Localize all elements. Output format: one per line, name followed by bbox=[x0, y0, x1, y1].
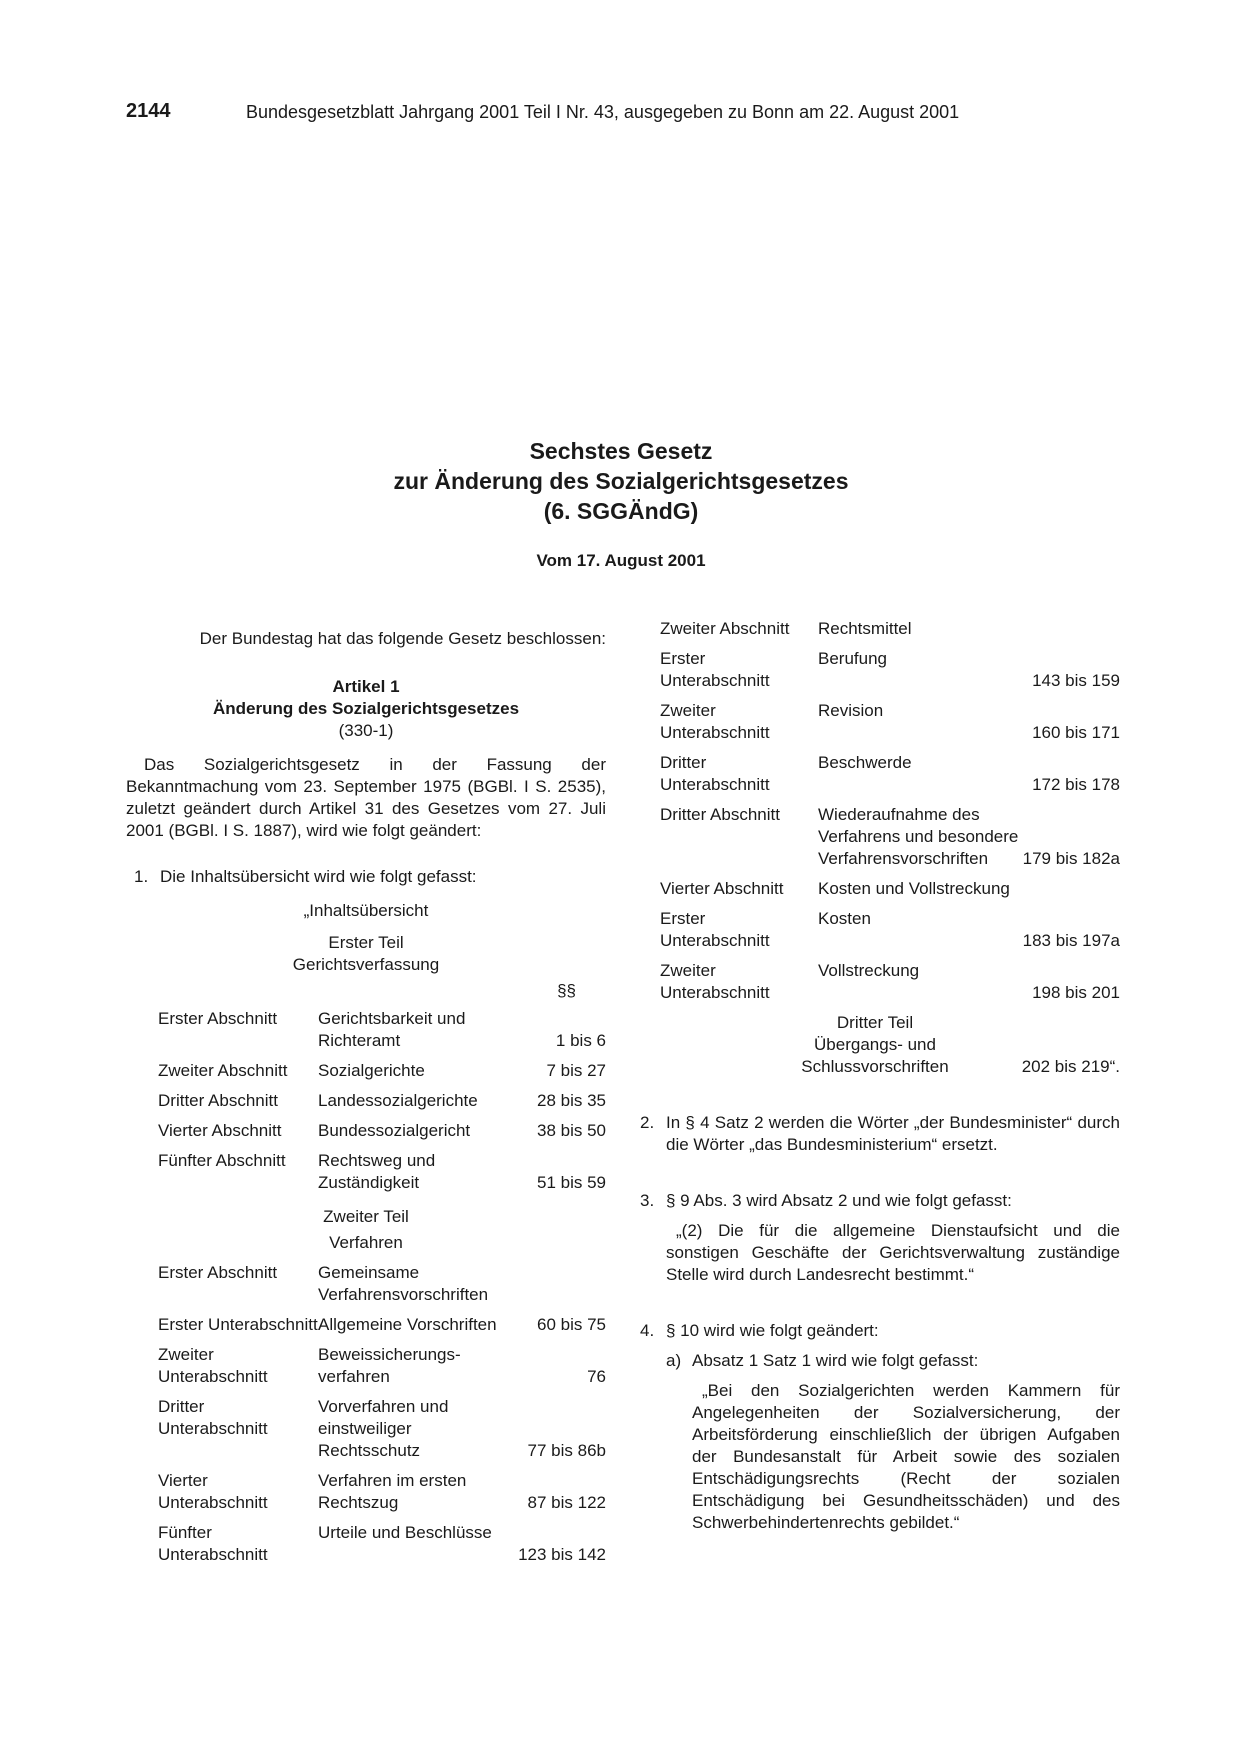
toc-section: Fünfter Unterabschnitt bbox=[158, 1523, 268, 1564]
toc-row bbox=[126, 1150, 606, 1202]
article-label: Artikel 1 bbox=[332, 677, 400, 696]
sub-item-a bbox=[666, 1350, 1120, 1372]
toc-section-title: Beweissicherungs-verfahren bbox=[318, 1345, 461, 1386]
toc-section: Dritter Abschnitt bbox=[158, 1091, 278, 1110]
toc-section: Zweiter Abschnitt bbox=[158, 1061, 288, 1080]
toc-paragraph-range bbox=[1020, 878, 1120, 908]
toc-row bbox=[126, 1120, 606, 1150]
toc-paragraph-range: 1 bis 6 bbox=[555, 1031, 606, 1050]
item-number: 3. bbox=[640, 1191, 655, 1210]
toc-row bbox=[126, 1470, 606, 1522]
toc-section: Erster Abschnitt bbox=[158, 1009, 278, 1028]
toc-section-title: Rechtsmittel bbox=[818, 619, 912, 638]
toc-section: Zweiter Unterabschnitt bbox=[660, 701, 770, 742]
toc-section-title: Rechtsweg und Zuständigkeit bbox=[318, 1151, 436, 1192]
item-4a-quote: „Bei den Sozialgerichten werden Kammern für Angelegenheiten der Sozialversicherung, der Arbeitsförderung einschließlich der übrigen Aufgaben der Bundesanstalt für Arbeit sowie des sozialen Entschädigungsrechts (Recht der sozialen Entschädigung bei Gesundheitsschäden) und des Schwerbehindertenrechts gebildet.“ bbox=[692, 1381, 1120, 1532]
amendment-item-3 bbox=[640, 1190, 1120, 1212]
toc-row bbox=[640, 908, 1120, 960]
part-3-title-1: Übergangs- und bbox=[814, 1035, 936, 1054]
part-1-title: Gerichtsverfassung bbox=[292, 955, 440, 974]
amendment-item-1 bbox=[126, 866, 606, 888]
toc-paragraph-range: 77 bis 86b bbox=[527, 1441, 606, 1460]
article-reference: (330-1) bbox=[338, 721, 394, 740]
toc-continued-table bbox=[640, 618, 1120, 1012]
toc-section: Vierter Abschnitt bbox=[660, 879, 784, 898]
toc-row bbox=[126, 1522, 606, 1574]
toc-row bbox=[640, 878, 1120, 908]
page-header bbox=[126, 100, 1120, 130]
article-title: Änderung des Sozialgerichtsgesetzes bbox=[212, 699, 520, 718]
left-column bbox=[126, 618, 606, 1574]
toc-paragraph-range: 183 bis 197a bbox=[1022, 931, 1120, 950]
toc-paragraph-range: 160 bis 171 bbox=[1032, 723, 1120, 742]
toc-row bbox=[126, 1060, 606, 1090]
toc-paragraph-range: 7 bis 27 bbox=[546, 1061, 606, 1080]
toc-paragraph-range: 172 bis 178 bbox=[1032, 775, 1120, 794]
toc-section: Dritter Abschnitt bbox=[660, 805, 780, 824]
toc-section-title: Kosten und Vollstreckung bbox=[818, 879, 1010, 898]
toc-section-title: Gerichtsbarkeit und Richteramt bbox=[318, 1009, 466, 1050]
toc-section: Vierter Unterabschnitt bbox=[158, 1471, 268, 1512]
toc-section-title: Verfahren im ersten Rechtszug bbox=[318, 1471, 467, 1512]
part-1-label: Erster Teil bbox=[328, 933, 404, 952]
part-3-label: Dritter Teil bbox=[836, 1013, 914, 1032]
toc-row bbox=[640, 752, 1120, 804]
sub-item-text: Absatz 1 Satz 1 wird wie folgt gefasst: bbox=[692, 1351, 979, 1370]
toc-section: Zweiter Unterabschnitt bbox=[158, 1345, 268, 1386]
running-title: Bundesgesetzblatt Jahrgang 2001 Teil I Nr. 43, ausgegeben zu Bonn am 22. August 2001 bbox=[246, 102, 960, 122]
toc-section: Vierter Abschnitt bbox=[158, 1121, 282, 1140]
toc-section: Zweiter Abschnitt bbox=[660, 619, 790, 638]
toc-paragraph-range: 60 bis 75 bbox=[537, 1315, 606, 1334]
toc-paragraph-range: 51 bis 59 bbox=[537, 1173, 606, 1192]
toc-section-title: Berufung bbox=[818, 649, 887, 668]
right-column bbox=[640, 618, 1120, 1534]
toc-section-title: Allgemeine Vorschriften bbox=[318, 1315, 497, 1334]
toc-section: Erster Unterabschnitt bbox=[660, 649, 770, 690]
paragraph-symbol: §§ bbox=[557, 981, 576, 1000]
toc-section-title: Vollstreckung bbox=[818, 961, 920, 980]
toc-section-title: Urteile und Beschlüsse bbox=[318, 1523, 492, 1542]
toc-row bbox=[640, 618, 1120, 648]
toc-title: „Inhaltsübersicht bbox=[303, 901, 429, 920]
part-3-range: 202 bis 219“. bbox=[1021, 1057, 1120, 1076]
toc-row bbox=[640, 960, 1120, 1012]
toc-part-1-table bbox=[126, 1008, 606, 1202]
item-3-quote: „(2) Die für die allgemeine Dienstaufsicht und die sonstigen Geschäfte der Gerichtsverwaltung zuständige Stelle wird durch Landesrecht bestimmt.“ bbox=[666, 1221, 1120, 1284]
title-line-3: (6. SGGÄndG) bbox=[543, 498, 699, 524]
toc-section-title: Gemeinsame Verfahrensvorschriften bbox=[318, 1263, 489, 1304]
item-text: § 9 Abs. 3 wird Absatz 2 und wie folgt gefasst: bbox=[666, 1191, 1012, 1210]
toc-paragraph-range bbox=[514, 1262, 606, 1314]
item-text: In § 4 Satz 2 werden die Wörter „der Bundesminister“ durch die Wörter „das Bundesministerium“ ersetzt. bbox=[666, 1113, 1120, 1154]
item-number: 2. bbox=[640, 1113, 655, 1132]
article-body: Das Sozialgerichtsgesetz in der Fassung der Bekanntmachung vom 23. September 1975 (BGBl. I S. 2535), zuletzt geändert durch Artikel 31 des Gesetzes vom 27. Juli 2001 (BGBl. I S. 1887), wird wie folgt geändert: bbox=[126, 755, 606, 840]
toc-section-title: Landessozialgerichte bbox=[318, 1091, 478, 1110]
toc-row bbox=[126, 1008, 606, 1060]
toc-row bbox=[640, 648, 1120, 700]
item-4a-block bbox=[640, 1350, 1120, 1534]
law-title bbox=[336, 436, 906, 526]
toc-paragraph-range: 76 bbox=[587, 1367, 606, 1386]
toc-row bbox=[126, 1344, 606, 1396]
toc-row bbox=[126, 1262, 606, 1314]
item-text: § 10 wird wie folgt geändert: bbox=[666, 1321, 879, 1340]
amendment-item-2 bbox=[640, 1112, 1120, 1156]
toc-section: Dritter Unterabschnitt bbox=[660, 753, 770, 794]
toc-row bbox=[126, 1396, 606, 1470]
part-2-title: Verfahren bbox=[329, 1233, 403, 1252]
toc-section-title: Wiederaufnahme des Verfahrens und besondere Verfahrensvorschriften bbox=[818, 805, 1019, 868]
toc-section-title: Vorverfahren und einstweiliger Rechtsschutz bbox=[318, 1397, 449, 1460]
toc-section-title: Bundessozialgericht bbox=[318, 1121, 471, 1140]
toc-paragraph-range: 123 bis 142 bbox=[518, 1545, 606, 1564]
toc-row bbox=[126, 1314, 606, 1344]
enactment-clause: Der Bundestag hat das folgende Gesetz beschlossen: bbox=[199, 629, 606, 648]
toc-row bbox=[126, 1090, 606, 1120]
toc-paragraph-range bbox=[1020, 618, 1120, 648]
toc-section-title: Beschwerde bbox=[818, 753, 912, 772]
toc-part-2-table bbox=[126, 1262, 606, 1574]
toc-paragraph-range: 87 bis 122 bbox=[527, 1493, 606, 1512]
toc-section-title: Sozialgerichte bbox=[318, 1061, 425, 1080]
toc-paragraph-range: 198 bis 201 bbox=[1032, 983, 1120, 1002]
title-line-2: zur Änderung des Sozialgerichtsgesetzes bbox=[393, 468, 849, 494]
toc-section: Dritter Unterabschnitt bbox=[158, 1397, 268, 1438]
toc-row bbox=[640, 804, 1120, 878]
toc-section-title: Kosten bbox=[818, 909, 871, 928]
item-number: 1. bbox=[134, 867, 149, 886]
toc-section: Erster Abschnitt bbox=[158, 1263, 278, 1282]
toc-paragraph-range: 179 bis 182a bbox=[1022, 849, 1120, 868]
law-date: Vom 17. August 2001 bbox=[536, 551, 706, 570]
toc-section: Erster Unterabschnitt bbox=[158, 1315, 318, 1334]
part-3-block bbox=[640, 1012, 1120, 1084]
part-2-label: Zweiter Teil bbox=[323, 1207, 409, 1226]
sub-item-label: a) bbox=[666, 1351, 682, 1370]
part-3-title-2: Schlussvorschriften bbox=[801, 1057, 949, 1076]
toc-section: Fünfter Abschnitt bbox=[158, 1151, 286, 1170]
toc-section-title: Revision bbox=[818, 701, 884, 720]
toc-section: Zweiter Unterabschnitt bbox=[660, 961, 770, 1002]
toc-row bbox=[640, 700, 1120, 752]
toc-paragraph-range: 143 bis 159 bbox=[1032, 671, 1120, 690]
title-line-1: Sechstes Gesetz bbox=[529, 438, 713, 464]
amendment-item-4 bbox=[640, 1320, 1120, 1342]
page-number: 2144 bbox=[126, 100, 171, 122]
item-text: Die Inhaltsübersicht wird wie folgt gefasst: bbox=[160, 867, 477, 886]
item-number: 4. bbox=[640, 1321, 655, 1340]
toc-paragraph-range: 38 bis 50 bbox=[537, 1121, 606, 1140]
toc-paragraph-range: 28 bis 35 bbox=[537, 1091, 606, 1110]
toc-section: Erster Unterabschnitt bbox=[660, 909, 770, 950]
